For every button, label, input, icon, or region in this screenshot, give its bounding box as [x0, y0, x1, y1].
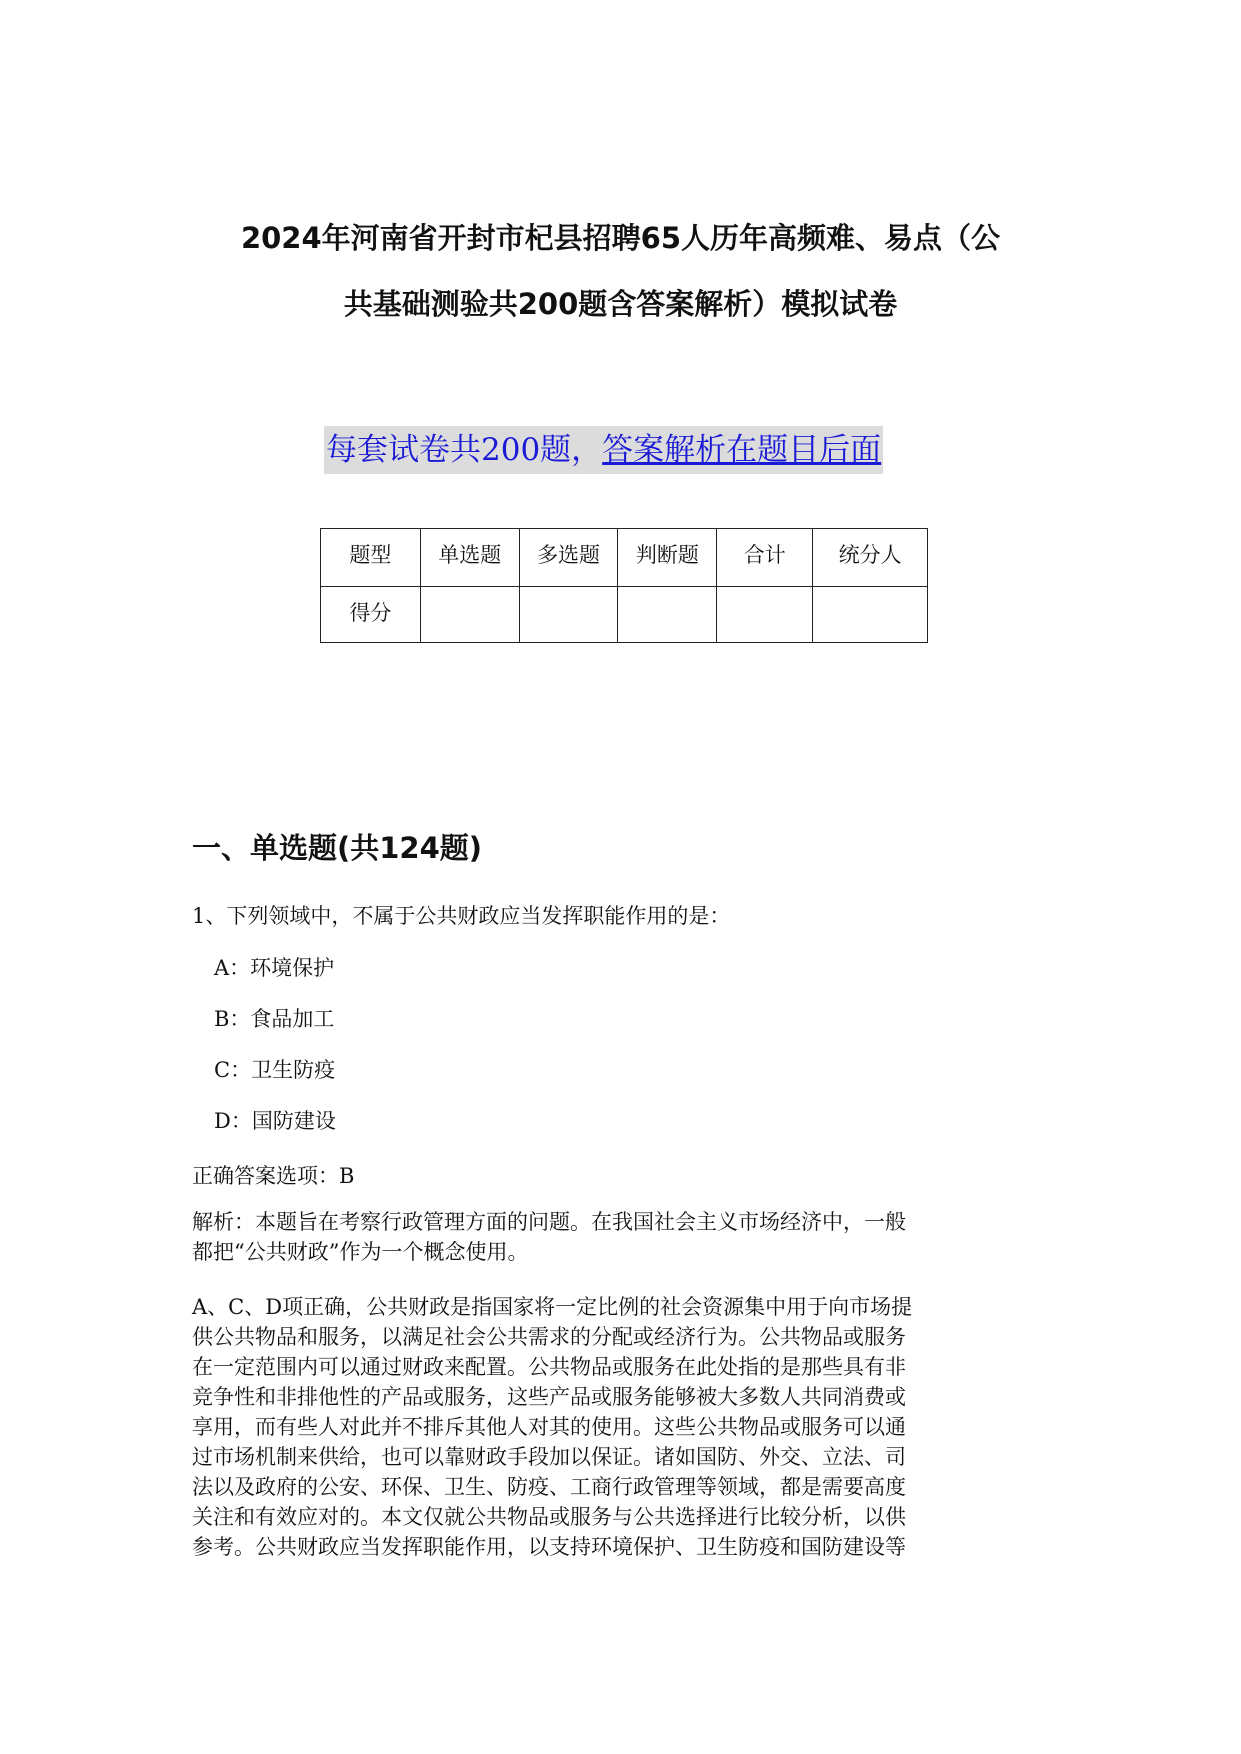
explanation-paragraph	[192, 1292, 1050, 1562]
option-d: D：国防建设	[214, 1109, 336, 1133]
section-heading: 一、单选题(共124题)	[192, 831, 483, 865]
document-title-line-1: 2024年河南省开封市杞县招聘65人历年高频难、易点（公	[240, 221, 1001, 255]
explanation-line: 享用，而有些人对此并不排斥其他人对其的使用。这些公共物品或服务可以通	[192, 1415, 906, 1439]
explanation-line: 关注和有效应对的。本文仅就公共物品或服务与公共选择进行比较分析，以供	[192, 1505, 906, 1529]
score-header-cell: 合计	[717, 529, 813, 587]
explanation-line: 竞争性和非排他性的产品或服务，这些产品或服务能够被大多数人共同消费或	[192, 1385, 906, 1409]
correct-answer: 正确答案选项：B	[192, 1164, 355, 1188]
score-table	[320, 528, 928, 643]
explanation-line: 法以及政府的公安、环保、卫生、防疫、工商行政管理等领域，都是需要高度	[192, 1475, 906, 1499]
score-table-header-row	[321, 529, 928, 587]
option-c: C：卫生防疫	[214, 1058, 336, 1082]
banner-text: 每套试卷共200题，	[326, 432, 603, 468]
score-cell	[717, 587, 813, 643]
document-title-line-2: 共基础测验共200题含答案解析）模拟试卷	[343, 287, 898, 321]
score-header-cell: 判断题	[618, 529, 717, 587]
score-header-cell: 统分人	[813, 529, 928, 587]
option-a: A：环境保护	[214, 956, 335, 980]
score-header-cell: 多选题	[519, 529, 618, 587]
explanation-line: 参考。公共财政应当发挥职能作用，以支持环境保护、卫生防疫和国防建设等	[192, 1535, 906, 1559]
score-row-label: 得分	[321, 587, 421, 643]
explanation-line: 供公共物品和服务，以满足社会公共需求的分配或经济行为。公共物品或服务	[192, 1325, 906, 1349]
score-table-row	[321, 587, 928, 643]
explanation-line: A、C、D项正确，公共财政是指国家将一定比例的社会资源集中用于向市场提	[192, 1295, 913, 1319]
banner-link-text: 答案解析在题目后面	[602, 432, 882, 468]
analysis-paragraph	[192, 1207, 1050, 1267]
score-header-cell: 题型	[321, 529, 421, 587]
analysis-line: 都把“公共财政”作为一个概念使用。	[192, 1240, 529, 1264]
score-cell	[813, 587, 928, 643]
option-b: B：食品加工	[214, 1007, 335, 1031]
explanation-line: 在一定范围内可以通过财政来配置。公共物品或服务在此处指的是那些具有非	[192, 1355, 906, 1379]
analysis-line: 解析：本题旨在考察行政管理方面的问题。在我国社会主义市场经济中，一般	[192, 1210, 906, 1234]
score-header-cell: 单选题	[420, 529, 519, 587]
score-cell	[618, 587, 717, 643]
score-cell	[519, 587, 618, 643]
score-cell	[420, 587, 519, 643]
question-text: 1、下列领域中，不属于公共财政应当发挥职能作用的是：	[192, 904, 731, 928]
explanation-line: 过市场机制来供给，也可以靠财政手段加以保证。诸如国防、外交、立法、司	[192, 1445, 906, 1469]
exam-info-banner	[324, 426, 883, 474]
